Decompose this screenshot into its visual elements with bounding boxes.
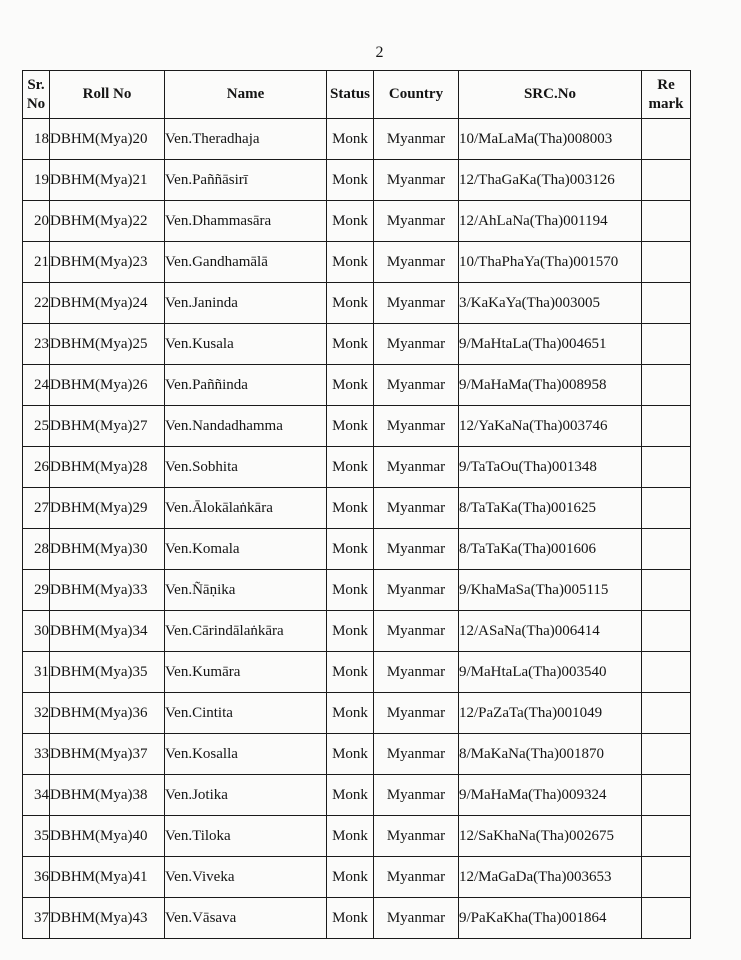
cell-country: Myanmar <box>374 816 459 857</box>
cell-sr-no: 28 <box>23 529 50 570</box>
cell-remark <box>642 447 691 488</box>
cell-remark <box>642 283 691 324</box>
cell-name: Ven.Jotika <box>165 775 327 816</box>
header-sr-no: Sr. No <box>23 71 50 119</box>
cell-src-no: 8/MaKaNa(Tha)001870 <box>459 734 642 775</box>
cell-name: Ven.Kosalla <box>165 734 327 775</box>
cell-country: Myanmar <box>374 160 459 201</box>
cell-src-no: 10/MaLaMa(Tha)008003 <box>459 119 642 160</box>
cell-roll-no: DBHM(Mya)35 <box>50 652 165 693</box>
cell-sr-no: 22 <box>23 283 50 324</box>
cell-sr-no: 19 <box>23 160 50 201</box>
cell-status: Monk <box>327 119 374 160</box>
cell-remark <box>642 857 691 898</box>
header-name: Name <box>165 71 327 119</box>
cell-name: Ven.Gandhamālā <box>165 242 327 283</box>
header-roll-no: Roll No <box>50 71 165 119</box>
cell-sr-no: 33 <box>23 734 50 775</box>
cell-sr-no: 37 <box>23 898 50 939</box>
cell-status: Monk <box>327 283 374 324</box>
cell-remark <box>642 201 691 242</box>
cell-name: Ven.Janinda <box>165 283 327 324</box>
cell-remark <box>642 529 691 570</box>
cell-src-no: 12/ThaGaKa(Tha)003126 <box>459 160 642 201</box>
cell-sr-no: 32 <box>23 693 50 734</box>
cell-name: Ven.Cintita <box>165 693 327 734</box>
table-row <box>23 406 691 447</box>
cell-status: Monk <box>327 406 374 447</box>
cell-roll-no: DBHM(Mya)40 <box>50 816 165 857</box>
table-row <box>23 898 691 939</box>
cell-src-no: 9/KhaMaSa(Tha)005115 <box>459 570 642 611</box>
cell-src-no: 9/MaHtaLa(Tha)003540 <box>459 652 642 693</box>
cell-src-no: 12/YaKaNa(Tha)003746 <box>459 406 642 447</box>
cell-name: Ven.Viveka <box>165 857 327 898</box>
header-status: Status <box>327 71 374 119</box>
cell-status: Monk <box>327 693 374 734</box>
cell-roll-no: DBHM(Mya)43 <box>50 898 165 939</box>
table-row <box>23 365 691 406</box>
cell-roll-no: DBHM(Mya)20 <box>50 119 165 160</box>
cell-src-no: 12/MaGaDa(Tha)003653 <box>459 857 642 898</box>
cell-name: Ven.Ñāṇika <box>165 570 327 611</box>
cell-sr-no: 24 <box>23 365 50 406</box>
header-country: Country <box>374 71 459 119</box>
cell-sr-no: 29 <box>23 570 50 611</box>
cell-sr-no: 35 <box>23 816 50 857</box>
cell-roll-no: DBHM(Mya)34 <box>50 611 165 652</box>
cell-name: Ven.Cārindālaṅkāra <box>165 611 327 652</box>
page-number: 2 <box>375 44 384 61</box>
cell-roll-no: DBHM(Mya)33 <box>50 570 165 611</box>
table-row <box>23 160 691 201</box>
cell-remark <box>642 775 691 816</box>
cell-sr-no: 23 <box>23 324 50 365</box>
cell-name: Ven.Theradhaja <box>165 119 327 160</box>
cell-src-no: 12/AhLaNa(Tha)001194 <box>459 201 642 242</box>
cell-status: Monk <box>327 898 374 939</box>
cell-src-no: 12/SaKhaNa(Tha)002675 <box>459 816 642 857</box>
table-row <box>23 324 691 365</box>
cell-country: Myanmar <box>374 570 459 611</box>
cell-sr-no: 20 <box>23 201 50 242</box>
header-src-no: SRC.No <box>459 71 642 119</box>
cell-roll-no: DBHM(Mya)21 <box>50 160 165 201</box>
cell-name: Ven.Komala <box>165 529 327 570</box>
cell-roll-no: DBHM(Mya)24 <box>50 283 165 324</box>
cell-roll-no: DBHM(Mya)41 <box>50 857 165 898</box>
table-row <box>23 119 691 160</box>
cell-status: Monk <box>327 652 374 693</box>
cell-remark <box>642 570 691 611</box>
table-row <box>23 570 691 611</box>
cell-roll-no: DBHM(Mya)27 <box>50 406 165 447</box>
cell-src-no: 10/ThaPhaYa(Tha)001570 <box>459 242 642 283</box>
cell-status: Monk <box>327 611 374 652</box>
cell-remark <box>642 160 691 201</box>
cell-src-no: 12/ASaNa(Tha)006414 <box>459 611 642 652</box>
cell-remark <box>642 242 691 283</box>
cell-src-no: 9/PaKaKha(Tha)001864 <box>459 898 642 939</box>
cell-roll-no: DBHM(Mya)23 <box>50 242 165 283</box>
cell-sr-no: 18 <box>23 119 50 160</box>
table-row <box>23 775 691 816</box>
cell-src-no: 3/KaKaYa(Tha)003005 <box>459 283 642 324</box>
cell-src-no: 8/TaTaKa(Tha)001606 <box>459 529 642 570</box>
cell-roll-no: DBHM(Mya)30 <box>50 529 165 570</box>
cell-sr-no: 25 <box>23 406 50 447</box>
cell-src-no: 9/MaHaMa(Tha)009324 <box>459 775 642 816</box>
student-roster-table <box>22 70 691 939</box>
cell-sr-no: 27 <box>23 488 50 529</box>
cell-name: Ven.Kusala <box>165 324 327 365</box>
cell-country: Myanmar <box>374 693 459 734</box>
cell-name: Ven.Nandadhamma <box>165 406 327 447</box>
cell-name: Ven.Vāsava <box>165 898 327 939</box>
cell-country: Myanmar <box>374 734 459 775</box>
cell-remark <box>642 119 691 160</box>
cell-status: Monk <box>327 857 374 898</box>
cell-roll-no: DBHM(Mya)38 <box>50 775 165 816</box>
cell-country: Myanmar <box>374 898 459 939</box>
table-row <box>23 816 691 857</box>
cell-sr-no: 30 <box>23 611 50 652</box>
cell-name: Ven.Ālokālaṅkāra <box>165 488 327 529</box>
cell-country: Myanmar <box>374 119 459 160</box>
cell-roll-no: DBHM(Mya)28 <box>50 447 165 488</box>
cell-country: Myanmar <box>374 857 459 898</box>
cell-sr-no: 34 <box>23 775 50 816</box>
cell-remark <box>642 488 691 529</box>
cell-roll-no: DBHM(Mya)25 <box>50 324 165 365</box>
table-row <box>23 242 691 283</box>
table-row <box>23 611 691 652</box>
cell-remark <box>642 324 691 365</box>
table-row <box>23 529 691 570</box>
cell-country: Myanmar <box>374 242 459 283</box>
cell-roll-no: DBHM(Mya)22 <box>50 201 165 242</box>
cell-country: Myanmar <box>374 529 459 570</box>
cell-status: Monk <box>327 201 374 242</box>
cell-country: Myanmar <box>374 365 459 406</box>
cell-country: Myanmar <box>374 611 459 652</box>
cell-sr-no: 31 <box>23 652 50 693</box>
cell-country: Myanmar <box>374 283 459 324</box>
cell-remark <box>642 816 691 857</box>
cell-status: Monk <box>327 242 374 283</box>
cell-status: Monk <box>327 816 374 857</box>
cell-country: Myanmar <box>374 488 459 529</box>
cell-country: Myanmar <box>374 447 459 488</box>
cell-src-no: 12/PaZaTa(Tha)001049 <box>459 693 642 734</box>
table-header-row <box>23 71 691 119</box>
table-row <box>23 201 691 242</box>
cell-src-no: 9/TaTaOu(Tha)001348 <box>459 447 642 488</box>
cell-country: Myanmar <box>374 201 459 242</box>
cell-remark <box>642 652 691 693</box>
cell-name: Ven.Dhammasāra <box>165 201 327 242</box>
cell-roll-no: DBHM(Mya)29 <box>50 488 165 529</box>
cell-remark <box>642 365 691 406</box>
cell-src-no: 9/MaHaMa(Tha)008958 <box>459 365 642 406</box>
cell-country: Myanmar <box>374 324 459 365</box>
cell-remark <box>642 611 691 652</box>
cell-status: Monk <box>327 775 374 816</box>
cell-country: Myanmar <box>374 652 459 693</box>
cell-name: Ven.Sobhita <box>165 447 327 488</box>
table-row <box>23 447 691 488</box>
cell-name: Ven.Kumāra <box>165 652 327 693</box>
table-row <box>23 652 691 693</box>
cell-status: Monk <box>327 447 374 488</box>
cell-sr-no: 21 <box>23 242 50 283</box>
cell-status: Monk <box>327 734 374 775</box>
cell-status: Monk <box>327 160 374 201</box>
cell-country: Myanmar <box>374 406 459 447</box>
cell-name: Ven.Tiloka <box>165 816 327 857</box>
table-row <box>23 488 691 529</box>
cell-name: Ven.Paññinda <box>165 365 327 406</box>
cell-status: Monk <box>327 488 374 529</box>
header-remark: Re mark <box>642 71 691 119</box>
cell-src-no: 9/MaHtaLa(Tha)004651 <box>459 324 642 365</box>
cell-status: Monk <box>327 365 374 406</box>
cell-roll-no: DBHM(Mya)37 <box>50 734 165 775</box>
cell-remark <box>642 406 691 447</box>
cell-sr-no: 36 <box>23 857 50 898</box>
table-row <box>23 857 691 898</box>
table-body <box>23 119 691 939</box>
table-row <box>23 693 691 734</box>
cell-roll-no: DBHM(Mya)26 <box>50 365 165 406</box>
cell-status: Monk <box>327 529 374 570</box>
cell-remark <box>642 898 691 939</box>
cell-status: Monk <box>327 570 374 611</box>
cell-remark <box>642 693 691 734</box>
cell-country: Myanmar <box>374 775 459 816</box>
cell-status: Monk <box>327 324 374 365</box>
cell-src-no: 8/TaTaKa(Tha)001625 <box>459 488 642 529</box>
cell-roll-no: DBHM(Mya)36 <box>50 693 165 734</box>
cell-name: Ven.Paññāsirī <box>165 160 327 201</box>
cell-sr-no: 26 <box>23 447 50 488</box>
table-row <box>23 283 691 324</box>
cell-remark <box>642 734 691 775</box>
table-row <box>23 734 691 775</box>
